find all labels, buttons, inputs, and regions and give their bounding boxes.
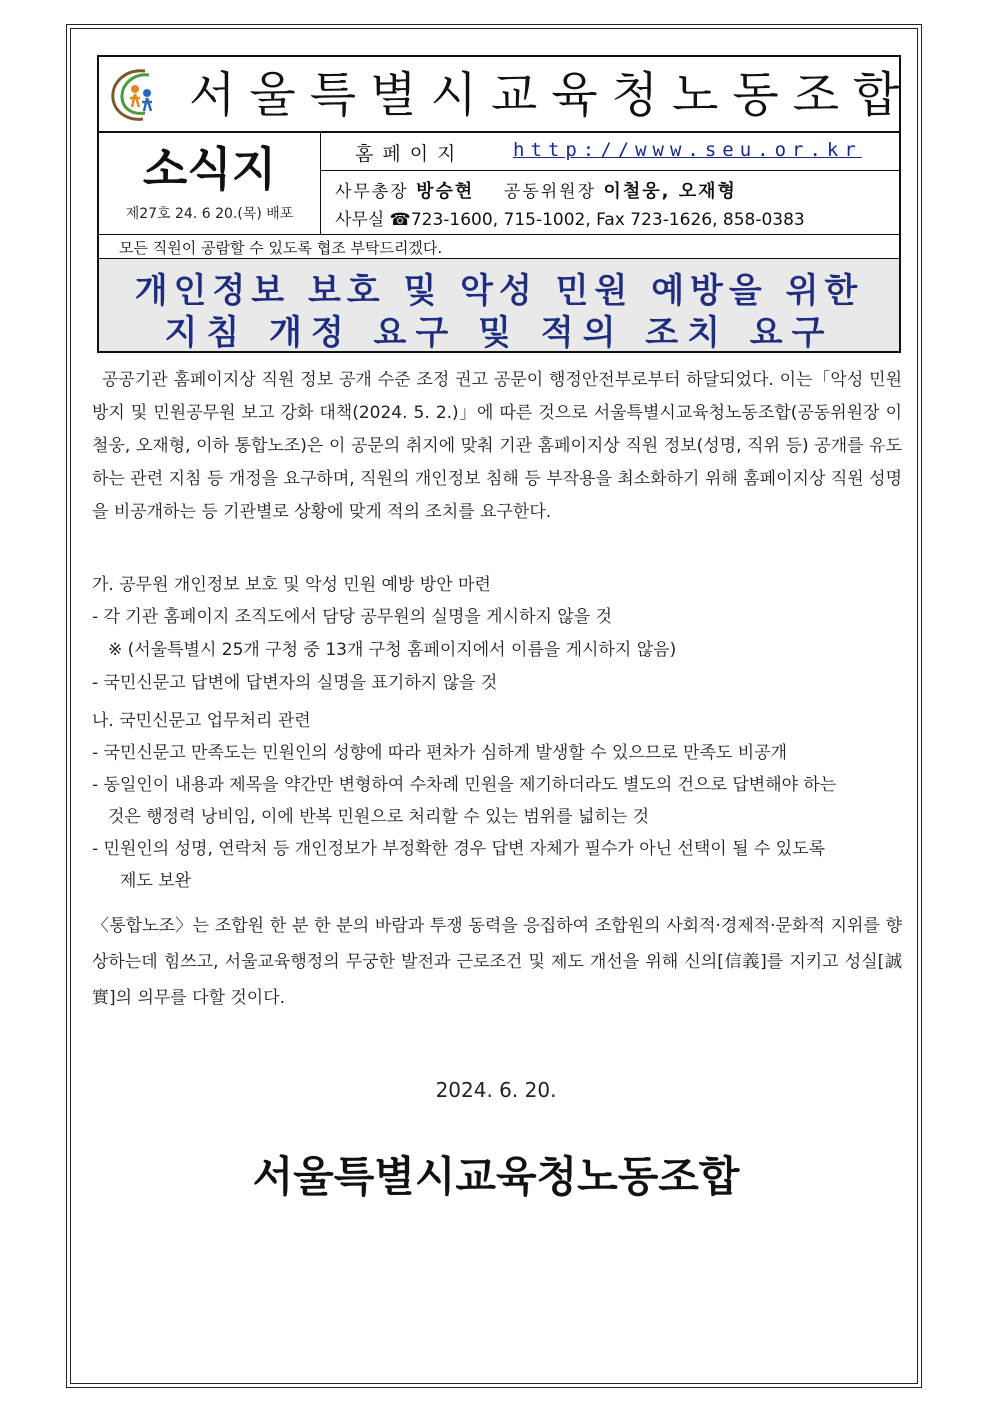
union-signature: 서울특별시교육청노동조합 [252,1152,740,1201]
list-item: - 국민신문고 답변에 답변자의 실명을 표기하지 않을 것 [92,673,498,693]
union-logo-icon [105,63,167,125]
info-row [99,133,899,235]
issue-date: 2024. 6. 20. [435,1078,557,1102]
officers-line [335,177,737,203]
newsletter-label: 소식지 [142,142,277,196]
chair-title: 공동위원장 [503,182,597,202]
secretary-title: 사무총장 [335,182,409,202]
newsletter-header [97,55,914,353]
headline-line-1: 개인정보 보호 및 악성 민원 예방을 위한 [134,271,864,311]
headline-box [99,259,899,351]
office-contact: 사무실 ☎723-1600, 715-1002, Fax 723-1626, 858-0383 [335,210,805,230]
notice-row [99,235,899,259]
list-item: 가. 공무원 개인정보 보호 및 악성 민원 예방 방안 마련 [92,575,491,595]
homepage-link[interactable]: http://www.seu.or.kr [513,139,862,161]
secretary-name: 방승현 [416,181,475,202]
list-item: - 국민신문고 만족도는 민원인의 성향에 따라 편차가 심하게 발생할 수 있으므로 만족도 비공개 [92,743,788,763]
newsletter-label-cell [99,133,321,234]
homepage-row [321,133,901,171]
issue-number: 제27호 24. 6 20.(목) 배포 [125,206,294,222]
title-row [99,57,914,133]
list-item: - 각 기관 홈페이지 조직도에서 담당 공무원의 실명을 게시하지 않을 것 [92,607,612,627]
homepage-label: 홈페이지 [355,143,465,165]
headline-line-2: 지침 개정 요구 및 적의 조치 요구 [164,313,834,353]
closing-paragraph: 〈통합노조〉는 조합원 한 분 한 분의 바람과 투쟁 동력을 응집하여 조합원의 사회적·경제적·문화적 지위를 향상하는데 힘쓰고, 서울교육행정의 무궁한 발전과 근로조건 및 제도 개선을 위해 신의[信義]를 지키고 성실[誠實]의 의무를 다할 것이다. [92,916,902,1008]
contact-box [321,171,901,233]
intro-paragraph: 공공기관 홈페이지상 직원 정보 공개 수준 조정 권고 공문이 행정안전부로부터 하달되었다. 이는「악성 민원 방지 및 민원공무원 보고 강화 대책(2024. 5. 2.)」에 따른 것으로 서울특별시교육청노동조합(공동위원장 이철웅, 오재형, 이하 통합노조)은 이 공문의 취지에 맞춰 기관 홈페이지상 직원 정보(성명, 직위 등) 공개를 유도하는 관련 지침 등 개정을 요구하며, 직원의 개인정보 침해 등 부작용을 최소화하기 위해 홈페이지상 직원 성명을 비공개하는 등 기관별로 상황에 맞게 적의 조치를 요구한다. [92,370,902,522]
list-item: 제도 보완 [120,871,192,891]
list-item: 나. 국민신문고 업무처리 관련 [92,711,311,731]
circulation-notice: 모든 직원이 공람할 수 있도록 협조 부탁드리겠다. [119,239,443,257]
list-item: - 동일인이 내용과 제목을 약간만 변형하여 수차례 민원을 제기하더라도 별도의 건으로 답변해야 하는 [92,775,837,795]
list-item: 것은 행정력 낭비임, 이에 반복 민원으로 처리할 수 있는 범위를 넓히는 것 [108,807,650,827]
list-item: - 민원인의 성명, 연락처 등 개인정보가 부정확한 경우 답변 자체가 필수가 아닌 선택이 될 수 있도록 [92,839,826,859]
chair-names: 이철웅, 오재형 [603,181,737,202]
list-item: ※ (서울특별시 25개 구청 중 13개 구청 홈페이지에서 이름을 게시하지 않음) [108,640,677,660]
union-title: 서울특별시교육청노동조합 [189,67,914,123]
